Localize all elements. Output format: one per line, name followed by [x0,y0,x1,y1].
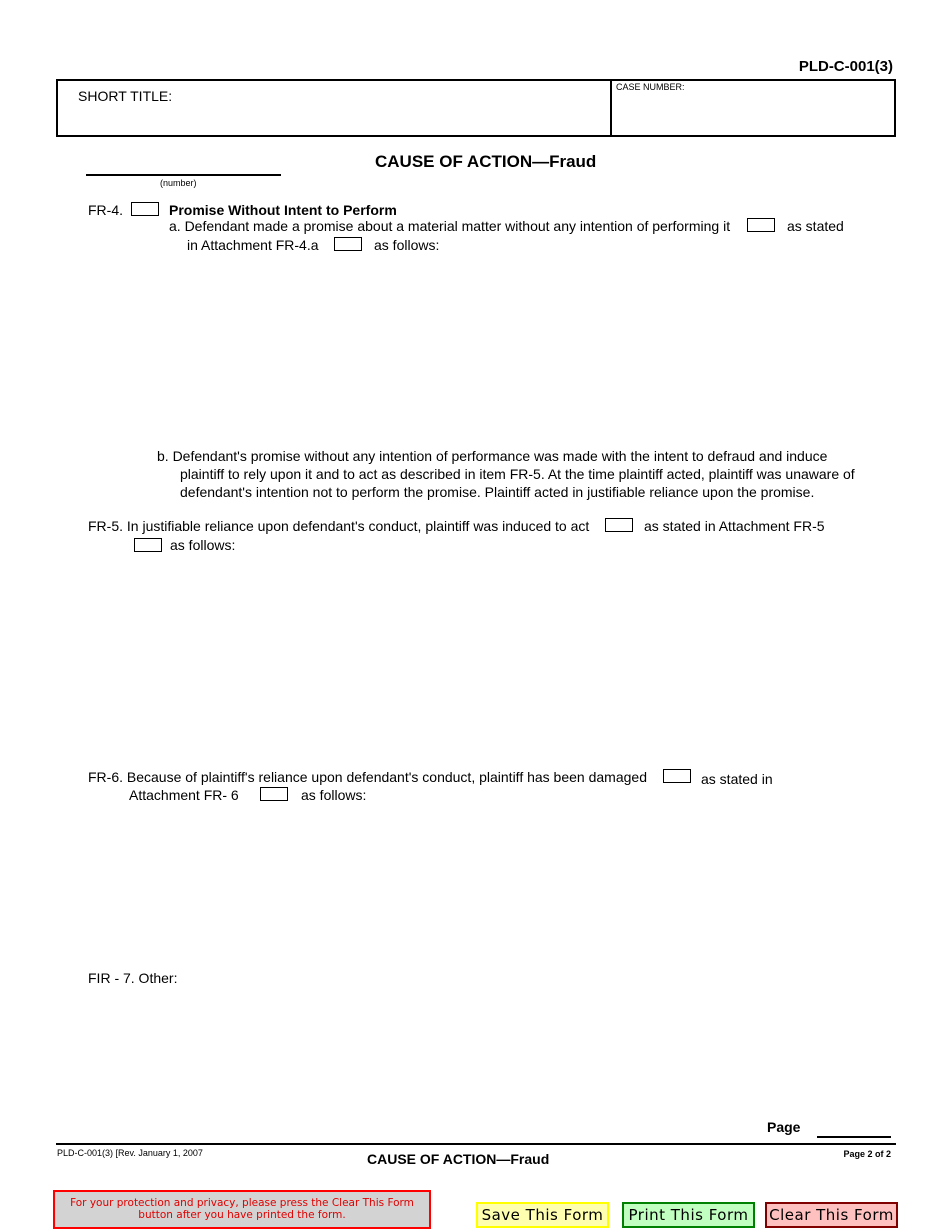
fr5-as-follows-label: as follows: [170,537,236,553]
fr4-label: FR-4. [88,202,123,218]
fr4a-text-area[interactable] [170,258,874,442]
short-title-field[interactable] [58,81,612,135]
fr4a-attachment-label: in Attachment FR-4.a [187,237,319,253]
fr6-as-follows-label: as follows: [301,787,367,803]
fr4b-line2: plaintiff to rely upon it and to act as described in item FR-5. At the time plaintiff acted, plaintiff was unaware of [180,466,855,482]
clear-form-button[interactable]: Clear This Form [765,1202,898,1228]
fr4a-as-stated-label: as stated [787,218,844,234]
fr6-text-area[interactable] [120,808,884,962]
footer-revision: PLD-C-001(3) [Rev. January 1, 2007 [57,1148,203,1158]
fr4-heading: Promise Without Intent to Perform [169,202,397,218]
fr4a-as-stated-checkbox[interactable] [747,218,775,232]
fr4a-as-follows-label: as follows: [374,237,440,253]
fr6-attachment-label: Attachment FR- 6 [129,787,239,803]
privacy-notice-line1: For your protection and privacy, please press the Clear This Form [70,1197,414,1209]
fr5-as-stated-label: as stated in Attachment FR-5 [644,518,825,534]
fr7-text-area[interactable] [120,990,884,1104]
privacy-notice-line2: button after you have printed the form. [138,1209,346,1221]
fr4-checkbox[interactable] [131,202,159,216]
save-form-button[interactable]: Save This Form [476,1202,609,1228]
print-form-button[interactable]: Print This Form [622,1202,755,1228]
fr4b-line3: defendant's intention not to perform the promise. Plaintiff acted in justifiable reliance upon the promise. [180,484,815,500]
form-id: PLD-C-001(3) [798,58,893,75]
header-box [56,79,896,137]
fr4b-line1: b. Defendant's promise without any intention of performance was made with the intent to defraud and induce [157,448,828,464]
case-number-field[interactable] [612,81,894,135]
privacy-notice [53,1190,431,1229]
fr5-as-follows-checkbox[interactable] [134,538,162,552]
fr7-label: FIR - 7. Other: [88,970,178,986]
number-field[interactable] [86,172,281,176]
case-number-label: CASE NUMBER: [616,82,685,92]
fr4a-text: a. Defendant made a promise about a material matter without any intention of performing it [169,218,731,234]
fr6-as-stated-label: as stated in [701,771,773,787]
footer-title: CAUSE OF ACTION—Fraud [367,1151,550,1167]
fr6-text: FR-6. Because of plaintiff's reliance upon defendant's conduct, plaintiff has been damaged [88,769,647,785]
fr5-as-stated-checkbox[interactable] [605,518,633,532]
fr6-as-follows-checkbox[interactable] [260,787,288,801]
number-label: (number) [160,178,197,188]
page-label: Page [767,1119,801,1135]
fr5-text: FR-5. In justifiable reliance upon defendant's conduct, plaintiff was induced to act [88,518,590,534]
fr5-text-area[interactable] [120,558,884,762]
fr4a-as-follows-checkbox[interactable] [334,237,362,251]
footer-page-of: Page 2 of 2 [843,1149,891,1159]
short-title-label: SHORT TITLE: [78,88,173,104]
page-title: CAUSE OF ACTION—Fraud [375,152,597,171]
fr6-as-stated-checkbox[interactable] [663,769,691,783]
footer-rule [56,1143,896,1145]
page-number-field[interactable] [817,1136,891,1138]
